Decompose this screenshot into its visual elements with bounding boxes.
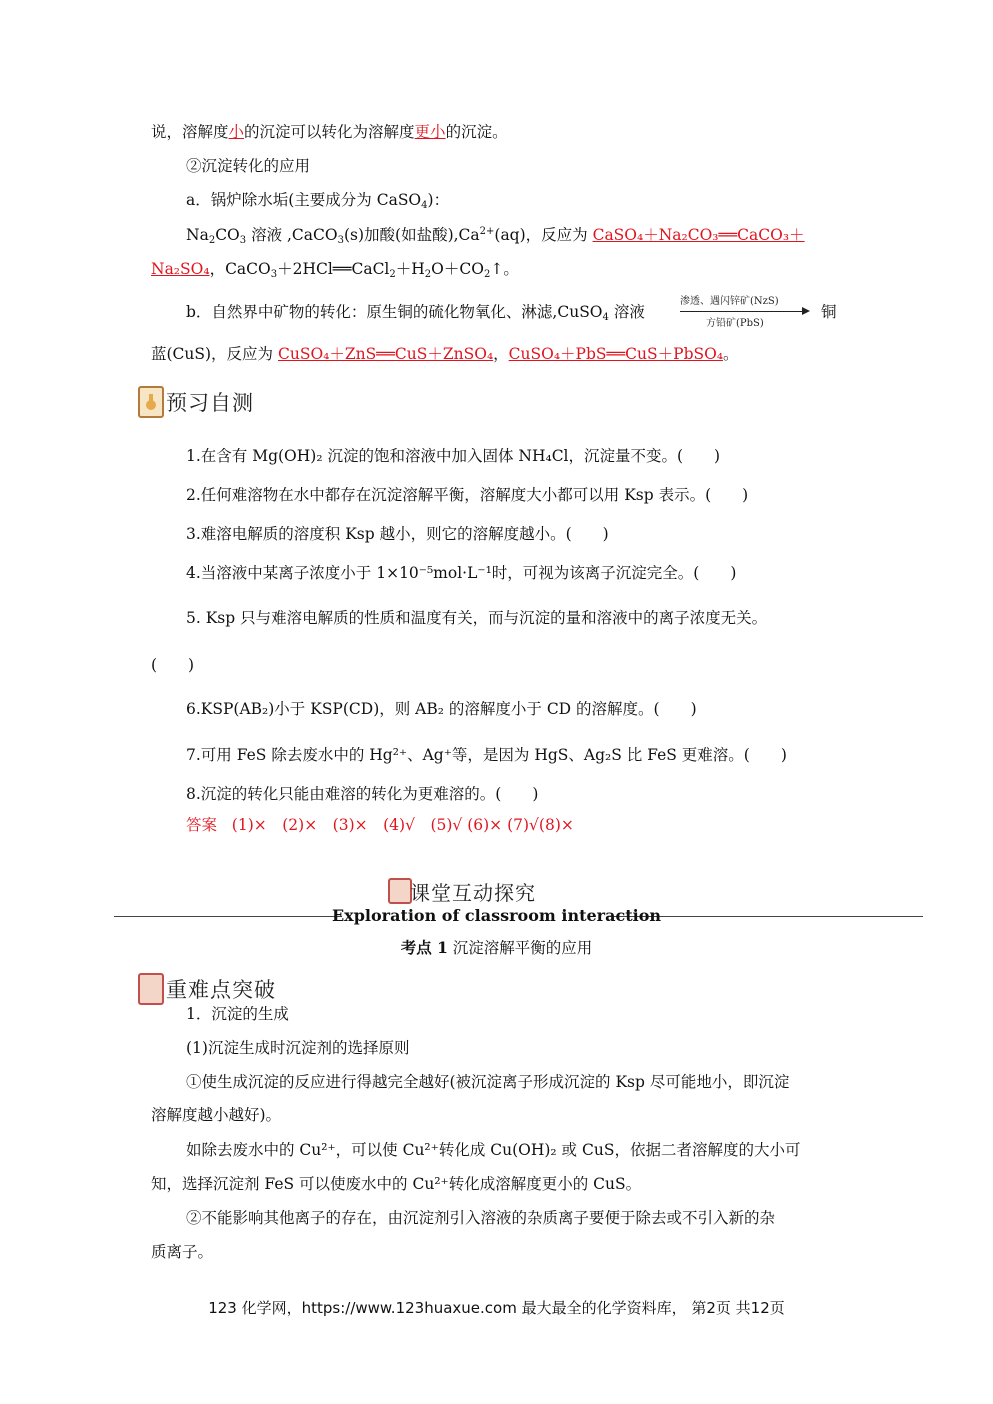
reaction-arrow-condition-bottom: 方铅矿(PbS) — [706, 318, 764, 329]
answer-fill: 小 — [228, 123, 245, 141]
quiz-question: 3.难溶电解质的溶度积 Ksp 越小，则它的溶解度越小。( ) — [186, 525, 609, 543]
text: O＋CO — [431, 260, 484, 278]
classroom-book-icon — [388, 878, 412, 904]
paragraph-line — [186, 300, 886, 324]
body-paragraph: 质离子。 — [151, 1243, 214, 1261]
subscript: 2 — [208, 235, 216, 246]
body-heading: 1．沉淀的生成 — [186, 1005, 289, 1023]
paragraph-line — [151, 257, 851, 281]
text: 说，溶解度 — [151, 123, 229, 141]
text: 蓝(CuS)，反应为 — [151, 345, 278, 363]
answer-equation: Na₂SO₄ — [151, 260, 210, 278]
quiz-question: 1.在含有 Mg(OH)₂ 沉淀的饱和溶液中加入固体 NH₄Cl，沉淀量不变。( ) — [186, 447, 721, 465]
body-paragraph: 知，选择沉淀剂 FeS 可以使废水中的 Cu²⁺转化成溶解度更小的 CuS。 — [151, 1175, 642, 1193]
page-footer: 123 化学网，https://www.123huaxue.com 最大最全的化学资料库， 第2页 共12页 — [208, 1299, 785, 1317]
key-book-icon — [138, 973, 164, 1005]
text: ，CaCO — [209, 260, 271, 278]
quiz-question: 2.任何难溶物在水中都存在沉淀溶解平衡，溶解度大小都可以用 Ksp 表示。( ) — [186, 486, 749, 504]
paragraph-line — [186, 188, 886, 212]
text: b．自然界中矿物的转化：原生铜的硫化物氧化、淋滤,CuSO — [186, 303, 603, 321]
section-subtitle-english: Exploration of classroom interaction — [331, 906, 661, 925]
text: 铜 — [821, 303, 837, 321]
quiz-question: 6.KSP(AB₂)小于 KSP(CD)，则 AB₂ 的溶解度小于 CD 的溶解度。( ) — [186, 700, 697, 718]
section-title-preview-quiz: 预习自测 — [166, 391, 254, 415]
text: ， — [493, 345, 509, 363]
subscript: 3 — [337, 235, 344, 246]
text: CO — [215, 226, 240, 244]
answer-label: 答案 — [186, 816, 218, 834]
paragraph-line — [151, 120, 851, 144]
text: 。 — [723, 345, 739, 363]
body-paragraph: 如除去废水中的 Cu²⁺，可以使 Cu²⁺转化成 Cu(OH)₂ 或 CuS，依据二者溶解度的大小可 — [186, 1141, 801, 1159]
text: a．锅炉除水垢(主要成分为 CaSO — [186, 191, 422, 209]
subscript: 2 — [483, 269, 491, 280]
subheading: ②沉淀转化的应用 — [186, 157, 311, 175]
answer-equation: CuSO₄＋ZnS══CuS＋ZnSO₄ — [277, 345, 494, 363]
quiz-question-paren: ( ) — [151, 656, 195, 674]
quiz-question: 4.当溶液中某离子浓度小于 1×10⁻⁵mol·L⁻¹时，可视为该离子沉淀完全。( ) — [186, 564, 737, 582]
text: 溶液 — [608, 303, 645, 321]
topic-text: 沉淀溶解平衡的应用 — [447, 939, 593, 957]
text: ＋H — [395, 260, 425, 278]
quiz-question: 5. Ksp 只与难溶电解质的性质和温度有关，而与沉淀的量和溶液中的离子浓度无关。 — [186, 609, 768, 627]
body-paragraph: ②不能影响其他离子的存在，由沉淀剂引入溶液的杂质离子要便于除去或不引入新的杂 — [186, 1209, 776, 1227]
subscript: 4 — [421, 200, 428, 211]
body-paragraph: 溶解度越小越好)。 — [151, 1106, 282, 1124]
paragraph-line — [151, 342, 851, 366]
text: ＋2HCl══CaCl — [277, 260, 390, 278]
subscript: 2 — [424, 269, 432, 280]
text: (s)加酸(如盐酸),Ca — [343, 226, 480, 244]
answer-fill: 更小 — [414, 123, 446, 141]
text: 溶液 ,CaCO — [246, 226, 338, 244]
reaction-arrow — [680, 311, 804, 312]
subscript: 3 — [239, 235, 247, 246]
section-title-classroom: 课堂互动探究 — [410, 881, 536, 905]
section-title-key-points: 重难点突破 — [166, 978, 276, 1002]
topic-heading — [0, 936, 993, 958]
reaction-arrow-condition-top: 渗透、遇闪锌矿(NzS) — [680, 296, 779, 307]
answer-line — [186, 813, 886, 837]
answer-equation: CaSO₄＋Na₂CO₃══CaCO₃＋ — [592, 226, 805, 244]
text: ↑。 — [490, 260, 519, 278]
text: Na — [186, 226, 209, 244]
quiz-question: 8.沉淀的转化只能由难溶的转化为更难溶的。( ) — [186, 785, 539, 803]
subscript: 2 — [389, 269, 396, 280]
superscript: 2+ — [479, 226, 495, 237]
answer-equation: CuSO₄＋PbS══CuS＋PbSO₄ — [508, 345, 724, 363]
text: 的沉淀。 — [445, 123, 508, 141]
text: 的沉淀可以转化为溶解度 — [244, 123, 415, 141]
text: )： — [427, 191, 450, 209]
subscript: 3 — [270, 269, 278, 280]
arrow-head-icon — [802, 307, 810, 315]
topic-number: 考点 1 — [400, 938, 448, 957]
answer-text: (1)× (2)× (3)× (4)√ (5)√ (6)× (7)√(8)× — [231, 816, 574, 834]
flask-book-icon — [138, 386, 164, 418]
body-subheading: (1)沉淀生成时沉淀剂的选择原则 — [186, 1039, 410, 1057]
body-paragraph: ①使生成沉淀的反应进行得越完全越好(被沉淀离子形成沉淀的 Ksp 尽可能地小，即沉淀 — [186, 1073, 790, 1091]
text: (aq)，反应为 — [494, 226, 593, 244]
paragraph-line — [186, 223, 886, 247]
subscript: 4 — [602, 312, 609, 323]
quiz-question: 7.可用 FeS 除去废水中的 Hg²⁺、Ag⁺等，是因为 HgS、Ag₂S 比 FeS 更难溶。( ) — [186, 746, 787, 764]
